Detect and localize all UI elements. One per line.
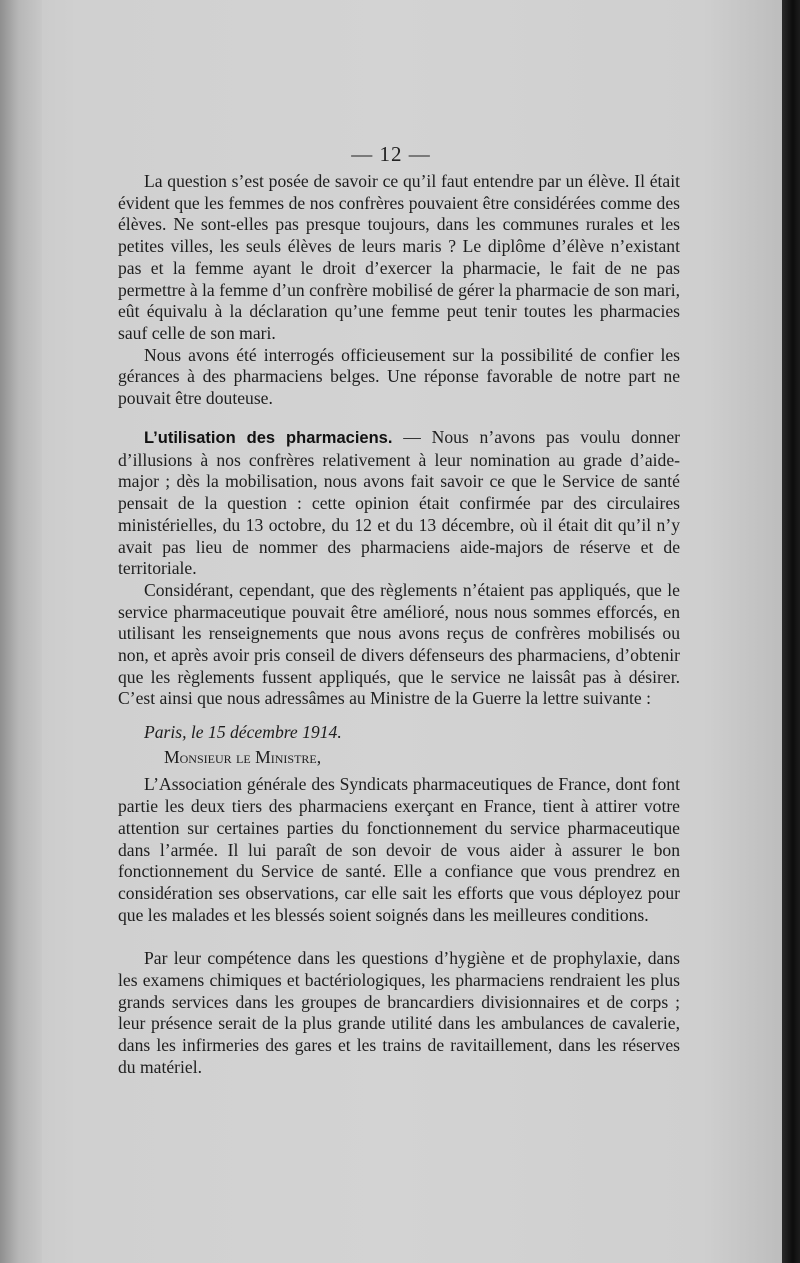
paragraph-eleve: La question s’est posée de savoir ce qu’il faut entendre par un élève. Il était évident que les femmes de nos confrères pouvaient être considérées comme des élèves. Ne sont-elles pas presque toujours, dans les communes rurales et les petites villes, les seuls élèves de leurs maris ? Le diplôme d’élève n’existant pas et la femme ayant le droit d’exercer la pharmacie, le fait de ne pas permettre à la femme d’un confrère mobilisé de gérer la pharmacie de son mari, eût équivalu à la déclaration qu’une femme peut tenir toutes les pharmacies sauf celle de son mari. <box>118 171 680 343</box>
paragraph-considerant: Considérant, cependant, que des règlements n’étaient pas appliqués, que le service pharmaceutique pouvait être amélioré, nous nous sommes efforcés, en utilisant les renseignements que nous avons reçus de confrères mobilisés ou non, et après avoir pris conseil de divers défenseurs des pharmaciens, d’obtenir que les règlements fussent appliqués, que le service ne laissât pas à désirer. C’est ainsi que nous adressâmes au Ministre de la Guerre la lettre suivante : <box>118 579 680 709</box>
text-block-1 <box>118 171 680 410</box>
book-edge <box>782 0 800 1263</box>
page-spine-shadow <box>0 0 42 1263</box>
text-block-2 <box>118 427 680 710</box>
section-heading: L’utilisation des pharmaciens. <box>144 429 393 447</box>
letter-paragraph-2: Par leur compétence dans les questions d’hygiène et de prophylaxie, dans les examens chimiques et bactériologiques, les pharmaciens rendraient les plus grands services dans les groupes de brancardiers divisionnaires et de corps ; leur présence serait de la plus grande utilité dans les ambulances de cavalerie, dans les infirmeries des gares et les trains de ravitaillement, dans les réserves du matériel. <box>118 948 680 1077</box>
letter-date: Paris, le 15 décembre 1914. <box>144 722 342 742</box>
paragraph-utilisation-body: — Nous n’avons pas voulu donner d’illusions à nos confrères relativement à leur nomination au grade d’aide-major ; dès la mobilisation, nous avons fait savoir ce que le Service de santé pensait de la question : cette opinion était confirmée par des circulaires ministérielles, du 13 octobre, du 12 et du 13 décembre, où il était dit qu’il n’y avait pas lieu de nommer des pharmaciens aide-majors de réserve et de territoriale. <box>118 427 680 579</box>
letter-paragraph-1: L’Association générale des Syndicats pharmaceutiques de France, dont font partie les deux tiers des pharmaciens exerçant en France, tient à attirer votre attention sur certaines parties du fonctionnement du service pharmaceutique dans l’armée. Il lui paraît de son devoir de vous aider à assurer le bon fonctionnement du Service de santé. Elle a confiance que vous prendrez en considération ses observations, car elle sait les efforts que vous déployez pour que les malades et les blessés soient soignés dans les meilleures conditions. <box>118 774 680 925</box>
paragraph-pharmaciens-belges: Nous avons été interrogés officieusement sur la possibilité de confier les gérances à des pharmaciens belges. Une réponse favorable de notre part ne pouvait être douteuse. <box>118 344 680 409</box>
letter-salutation: Monsieur le Ministre, <box>164 746 322 767</box>
page-number: — 12 — <box>351 142 431 166</box>
paragraph-utilisation <box>118 427 680 580</box>
letter-block <box>118 722 680 1079</box>
